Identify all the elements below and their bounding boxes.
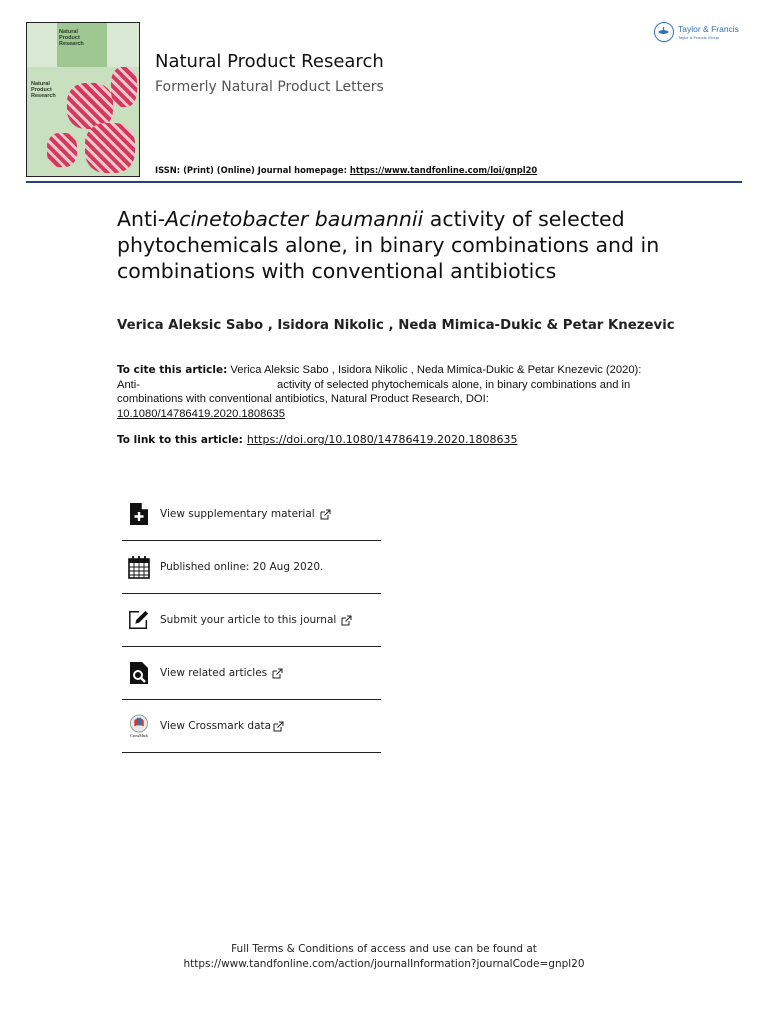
article-actions	[122, 488, 381, 753]
action-label: Submit your article to this journal	[160, 614, 337, 626]
action-supplementary[interactable]	[122, 488, 381, 541]
external-link-icon	[320, 505, 331, 524]
citation-text-1: Verica Aleksic Sabo , Isidora Nikolic , Neda Mimica-Dukic & Petar Knezevic (2020): Anti-	[117, 364, 642, 391]
footer-line-1: Full Terms & Conditions of access and use can be found at	[231, 943, 537, 955]
footer-terms-link[interactable]: https://www.tandfonline.com/action/journalInformation?journalCode=gnpl20	[183, 958, 585, 970]
supplementary-icon	[128, 502, 150, 526]
publisher-group: Taylor & Francis Group	[678, 35, 719, 40]
action-crossmark[interactable]	[122, 700, 381, 753]
crossmark-icon	[128, 714, 150, 738]
action-label: View supplementary material	[160, 508, 315, 520]
external-link-icon	[273, 717, 284, 736]
article-link-label: To link to this article:	[117, 434, 243, 446]
cover-title: Natural Product Research	[59, 29, 84, 47]
header-divider	[26, 181, 742, 183]
external-link-icon	[272, 664, 283, 683]
action-label: Published online: 20 Aug 2020.	[160, 561, 324, 573]
crossmark-caption: CrossMark	[130, 733, 148, 738]
external-link-icon	[341, 611, 352, 630]
journal-homepage-link[interactable]: https://www.tandfonline.com/loi/gnpl20	[349, 165, 538, 175]
title-prefix: Anti-	[117, 207, 166, 231]
calendar-icon	[128, 555, 150, 579]
cover-title-small: Natural Product Research	[31, 81, 56, 99]
citation-text-2: activity of selected phytochemicals alone, in binary combinations and in combinations with conventional antibiotics, Natural Product Research, DOI:	[117, 378, 631, 405]
journal-title: Natural Product Research	[155, 51, 384, 72]
title-rest: activity of selected phytochemicals alone, in binary combinations and in combinations with conventional antibiotics	[117, 207, 660, 283]
journal-subtitle: Formerly Natural Product Letters	[155, 79, 384, 95]
publisher-logo-icon	[654, 22, 674, 42]
action-label: View related articles	[160, 667, 268, 679]
publisher-name: Taylor & Francis	[678, 24, 739, 34]
journal-cover-image	[26, 22, 140, 177]
action-related-articles[interactable]	[122, 647, 381, 700]
title-italic: Acinetobacter baumannii	[165, 207, 424, 231]
citation-doi-link[interactable]: 10.1080/14786419.2020.1808635	[117, 407, 285, 420]
article-authors: Verica Aleksic Sabo , Isidora Nikolic , Neda Mimica-Dukic & Petar Knezevic	[117, 318, 675, 333]
article-title	[117, 206, 677, 284]
citation-label: To cite this article:	[117, 364, 228, 376]
issn-label: ISSN: (Print) (Online) Journal homepage:	[155, 165, 347, 175]
action-submit-article[interactable]	[122, 594, 381, 647]
action-label: View Crossmark data	[160, 720, 272, 732]
action-published-date	[122, 541, 381, 594]
edit-icon	[128, 608, 150, 632]
citation-block	[117, 363, 647, 421]
issn-line	[155, 165, 537, 175]
article-doi-link[interactable]: https://doi.org/10.1080/14786419.2020.1808635	[246, 433, 518, 446]
search-document-icon	[128, 661, 150, 685]
terms-footer	[0, 942, 768, 972]
article-link-line	[117, 433, 517, 446]
